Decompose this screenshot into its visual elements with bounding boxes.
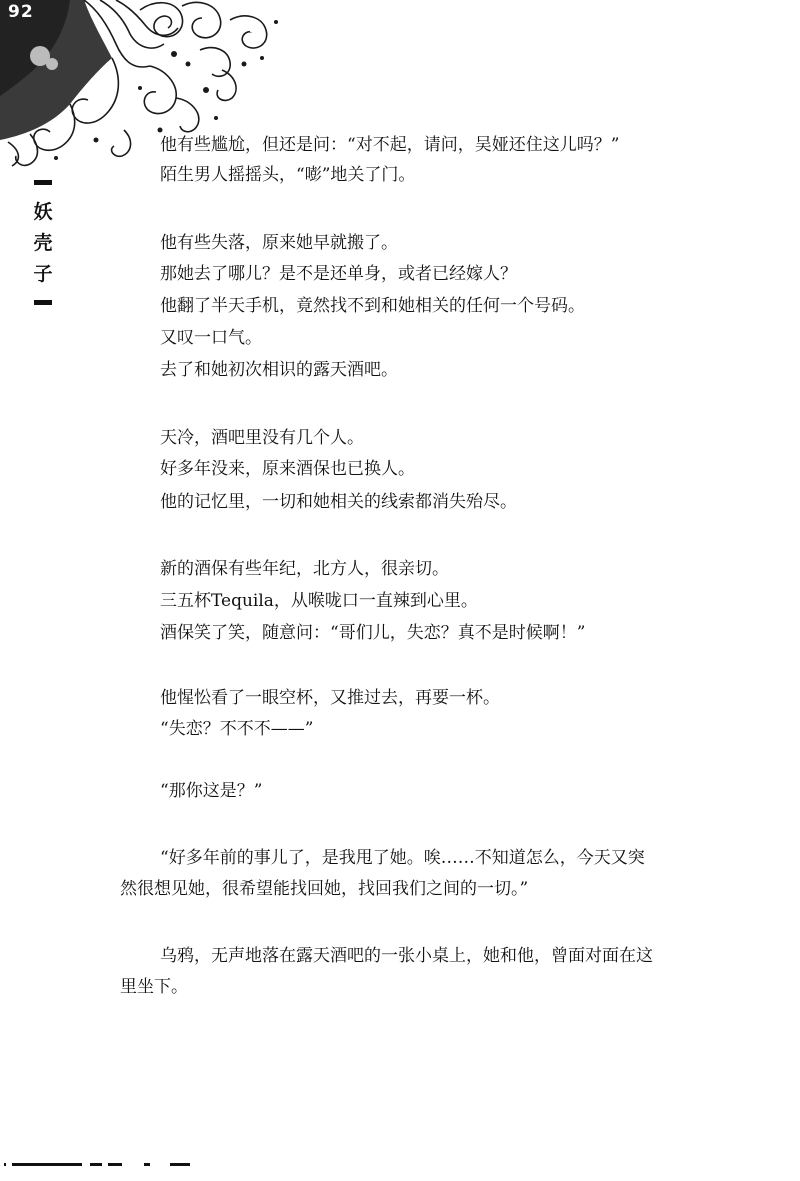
text-line: 三五杯Tequila，从喉咙口一直辣到心里。 — [160, 591, 478, 611]
text-line: 然很想见她，很希望能找回她，找回我们之间的一切。” — [120, 879, 529, 899]
side-title-char: 子 — [33, 263, 53, 285]
page-number: 92 — [8, 2, 34, 22]
text-line: 天冷，酒吧里没有几个人。 — [160, 428, 364, 448]
title-bracket-bottom — [34, 300, 52, 305]
text-line: 好多年没来，原来酒保也已换人。 — [160, 459, 415, 479]
text-line: 他有些失落，原来她早就搬了。 — [160, 233, 398, 253]
text-line: 他惺忪看了一眼空杯，又推过去，再要一杯。 — [160, 688, 500, 708]
text-line: 新的酒保有些年纪，北方人，很亲切。 — [160, 559, 449, 579]
text-line: 里坐下。 — [120, 977, 188, 997]
side-title-char: 妖 — [33, 201, 53, 223]
side-book-title — [30, 178, 56, 305]
text-line: 乌鸦，无声地落在露天酒吧的一张小桌上，她和他，曾面对面在这 — [160, 946, 653, 966]
side-title-char: 壳 — [33, 232, 53, 254]
text-line: 陌生男人摇摇头，“嘭”地关了门。 — [160, 165, 416, 185]
text-line: 酒保笑了笑，随意问：“哥们儿，失恋？真不是时候啊！” — [160, 623, 586, 643]
text-line: 他的记忆里，一切和她相关的线索都消失殆尽。 — [160, 492, 517, 512]
title-bracket-top — [34, 180, 52, 185]
text-line: 他翻了半天手机，竟然找不到和她相关的任何一个号码。 — [160, 296, 585, 316]
text-line: “好多年前的事儿了，是我甩了她。唉……不知道怎么，今天又突 — [160, 848, 645, 868]
footer-rule — [4, 1160, 204, 1168]
text-line: 去了和她初次相识的露天酒吧。 — [160, 360, 398, 380]
text-line: “那你这是？” — [160, 781, 263, 801]
text-line: “失恋？不不不——” — [160, 719, 314, 739]
text-line: 那她去了哪儿？是不是还单身，或者已经嫁人？ — [160, 264, 517, 284]
text-line: 他有些尴尬，但还是问：“对不起，请问，吴娅还住这儿吗？” — [160, 135, 620, 155]
text-line: 又叹一口气。 — [160, 328, 262, 348]
